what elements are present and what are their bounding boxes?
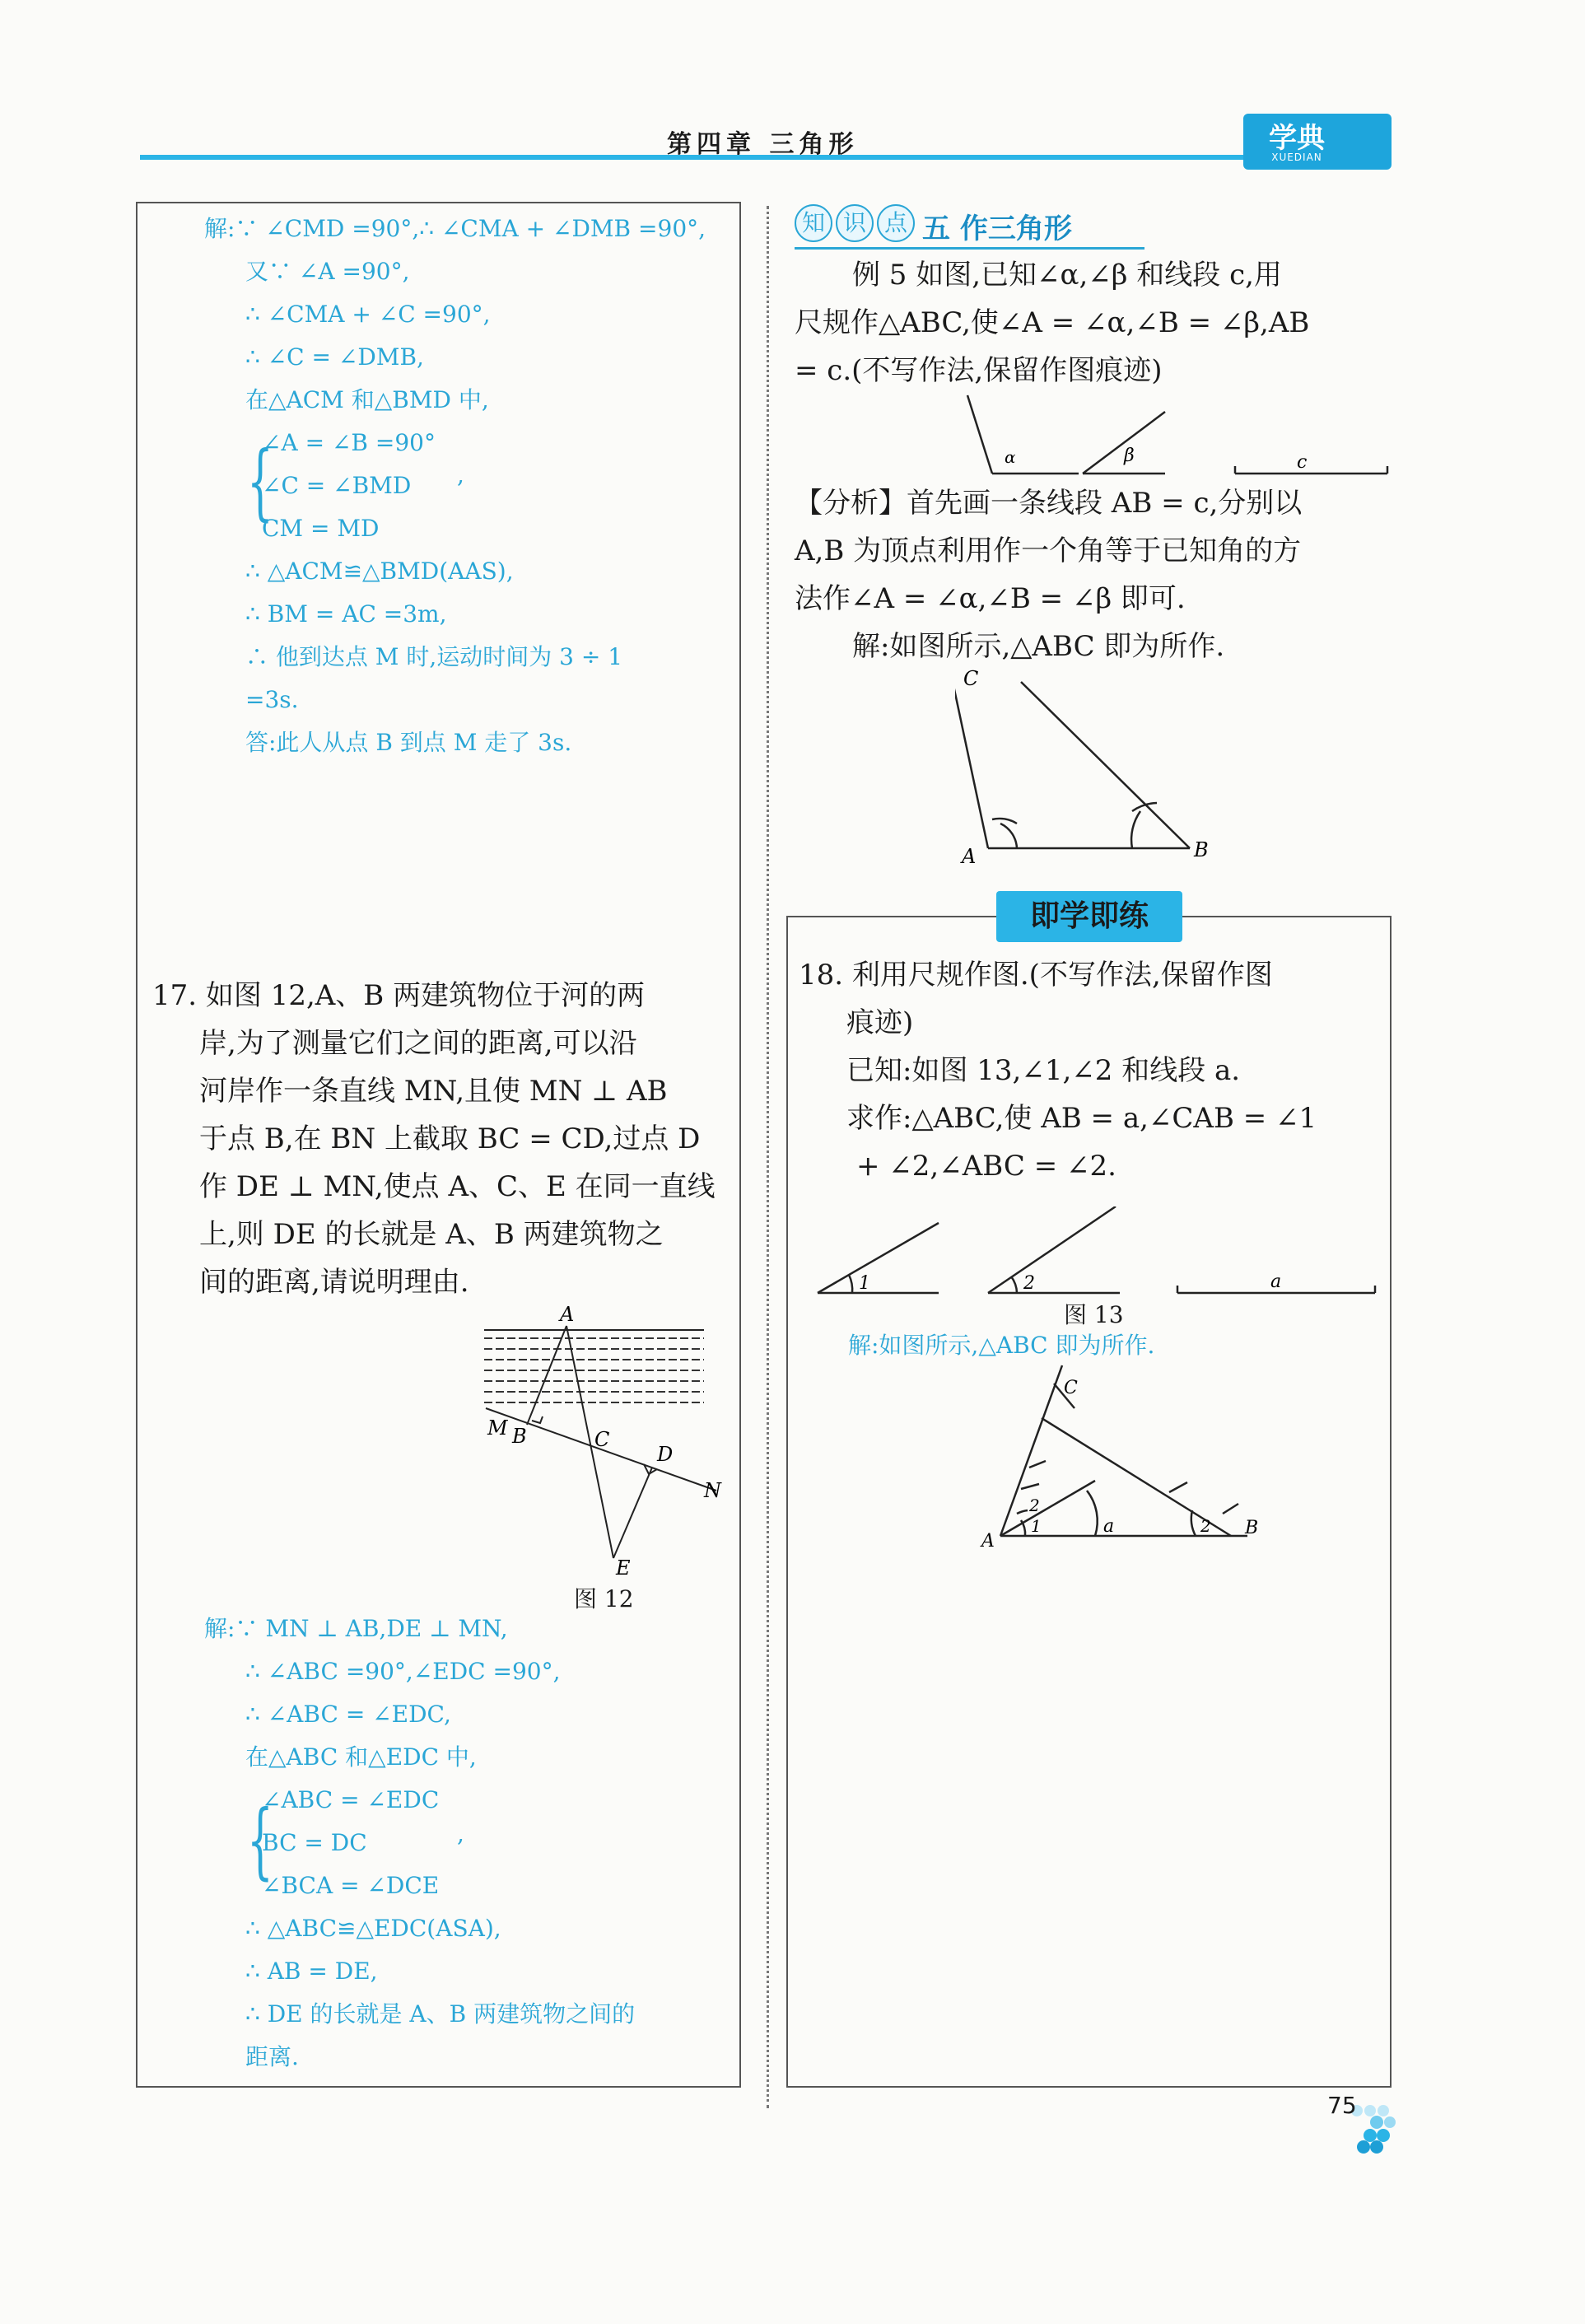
brace-17-comma: , — [457, 1820, 464, 1847]
river-hatching — [484, 1338, 704, 1402]
example-5-givens — [955, 387, 1400, 482]
problem-17 — [152, 972, 716, 1306]
label-e: E — [616, 1556, 631, 1580]
problem-line: 河岸作一条直线 MN,且使 MN ⊥ AB — [199, 1075, 668, 1108]
problem-line: 求作:△ABC,使 AB = a,∠CAB = ∠1 — [846, 1102, 1317, 1135]
knowledge-underline — [795, 247, 1144, 250]
c-label: c — [1297, 452, 1308, 473]
problem-line: 已知:如图 13,∠1,∠2 和线段 a. — [846, 1054, 1241, 1087]
problem-line: 17. 如图 12,A、B 两建筑物位于河的两 — [152, 979, 646, 1012]
problem-line: 于点 B,在 BN 上截取 BC = CD,过点 D — [199, 1122, 701, 1155]
solution-line: ∠ABC = ∠EDC — [262, 1786, 440, 1813]
segment-a-label: a — [1270, 1272, 1282, 1292]
knowledge-circle: 知 — [795, 204, 832, 242]
label-a: A — [560, 1303, 575, 1326]
sol-label-c: C — [1064, 1378, 1078, 1398]
problem-line: 岸,为了测量它们之间的距离,可以沿 — [199, 1027, 637, 1060]
solution-line: 解:∵ ∠CMD =90°,∴ ∠CMA + ∠DMB =90°, — [204, 215, 706, 242]
solution-line: ∴ ∠CMA + ∠C =90°, — [245, 301, 491, 328]
example-line: 尺规作△ABC,使∠A = ∠α,∠B = ∠β,AB — [795, 306, 1310, 339]
solution-line: 在△ACM 和△BMD 中, — [245, 386, 489, 413]
column-divider — [767, 206, 769, 2108]
solution-line: ∴ ∠C = ∠DMB, — [245, 343, 424, 371]
example-5-triangle — [955, 659, 1235, 873]
problem-line: 作 DE ⊥ MN,使点 A、C、E 在同一直线 — [199, 1170, 716, 1203]
sol-label-b: B — [1245, 1518, 1259, 1538]
knowledge-title: 五 作三角形 — [922, 212, 1072, 245]
label-n: N — [704, 1479, 721, 1502]
solution-line: ∴ 他到达点 M 时,运动时间为 3 ÷ 1 — [245, 643, 623, 670]
sol-label-a-seg: a — [1103, 1516, 1115, 1537]
brace-16-comma: , — [457, 461, 464, 488]
page-number: 75 — [1327, 2092, 1357, 2119]
brace-16: { — [247, 433, 273, 530]
solution-16 — [204, 208, 706, 764]
solution-line: ∴ △ABC≌△EDC(ASA), — [245, 1915, 501, 1942]
label-d: D — [657, 1443, 674, 1466]
practice-banner: 即学即练 — [996, 891, 1182, 942]
figure-13-caption: 图 13 — [1064, 1301, 1124, 1328]
analysis — [795, 479, 1302, 670]
tri-label-c: C — [963, 667, 979, 690]
line-de — [613, 1468, 652, 1558]
sol-label-1: 1 — [1031, 1516, 1042, 1536]
problem-line: 上,则 DE 的长就是 A、B 两建筑物之 — [199, 1218, 664, 1251]
chapter-title: 第四章 三角形 — [667, 130, 859, 159]
problem-line: 间的距离,请说明理由. — [199, 1266, 469, 1299]
analysis-line: 【分析】首先画一条线段 AB = c,分别以 — [795, 487, 1303, 520]
solution-line: 解:如图所示,△ABC 即为所作. — [852, 630, 1225, 663]
problem-line: 18. 利用尺规作图.(不写作法,保留作图 — [799, 959, 1273, 992]
example-line: = c.(不写作法,保留作图痕迹) — [795, 354, 1163, 387]
solution-line: 在△ABC 和△EDC 中, — [245, 1743, 477, 1771]
analysis-line: A,B 为顶点利用作一个角等于已知角的方 — [795, 534, 1302, 567]
solution-line: ∴ △ACM≌△BMD(AAS), — [245, 558, 514, 585]
problem-18 — [799, 951, 1317, 1190]
brand-logo-subtext: XUEDIAN — [1271, 152, 1322, 163]
solution-line: ∴ ∠ABC = ∠EDC, — [245, 1701, 451, 1728]
label-c: C — [594, 1428, 610, 1451]
alpha-label: α — [1005, 447, 1016, 467]
angle-1-label: 1 — [859, 1273, 870, 1294]
tri-label-a: A — [962, 845, 977, 868]
solution-line: 答:此人从点 B 到点 M 走了 3s. — [245, 729, 572, 756]
solution-line: =3s. — [245, 686, 299, 713]
solution-line: ∠C = ∠BMD — [262, 472, 412, 499]
solution-line: 解:∵ MN ⊥ AB,DE ⊥ MN, — [204, 1615, 508, 1642]
solution-line: BC = DC — [262, 1829, 367, 1856]
example-5 — [795, 251, 1309, 394]
solution-line: ∴ BM = AC =3m, — [245, 600, 447, 628]
sol-label-a: A — [981, 1531, 995, 1552]
solution-line: ∠BCA = ∠DCE — [262, 1872, 440, 1899]
solution-18: 解:如图所示,△ABC 即为所作. — [848, 1332, 1155, 1359]
solution-line: 距离. — [245, 2043, 299, 2070]
solution-line: CM = MD — [262, 515, 380, 542]
figure-12 — [469, 1293, 741, 1589]
problem-line: 痕迹) — [846, 1006, 914, 1039]
brand-logo-text: 学典 — [1269, 122, 1325, 155]
knowledge-circle: 点 — [877, 204, 915, 242]
angle-2-label: 2 — [1023, 1273, 1035, 1294]
solution-18-triangle — [980, 1359, 1268, 1556]
line-ab — [527, 1326, 566, 1425]
knowledge-circle: 识 — [836, 204, 874, 242]
solution-line: ∠A = ∠B =90° — [262, 429, 436, 456]
tri-label-b: B — [1194, 838, 1209, 861]
label-b: B — [512, 1425, 527, 1448]
label-m: M — [487, 1416, 508, 1440]
brace-17: { — [247, 1792, 273, 1888]
solution-line: ∴ ∠ABC =90°,∠EDC =90°, — [245, 1658, 561, 1685]
solution-line: ∴ AB = DE, — [245, 1958, 378, 1985]
beta-label: β — [1124, 446, 1135, 466]
solution-line: ∴ DE 的长就是 A、B 两建筑物之间的 — [245, 2000, 636, 2028]
sol-label-2a: 2 — [1029, 1496, 1040, 1515]
figure-12-caption: 图 12 — [574, 1585, 634, 1612]
solution-line: 又∵ ∠A =90°, — [245, 258, 410, 285]
problem-line: + ∠2,∠ABC = ∠2. — [856, 1150, 1116, 1183]
figure-13 — [811, 1206, 1387, 1305]
sol-label-2b: 2 — [1200, 1516, 1211, 1536]
example-line: 例 5 如图,已知∠α,∠β 和线段 c,用 — [852, 259, 1282, 292]
analysis-line: 法作∠A = ∠α,∠B = ∠β 即可. — [795, 582, 1186, 615]
